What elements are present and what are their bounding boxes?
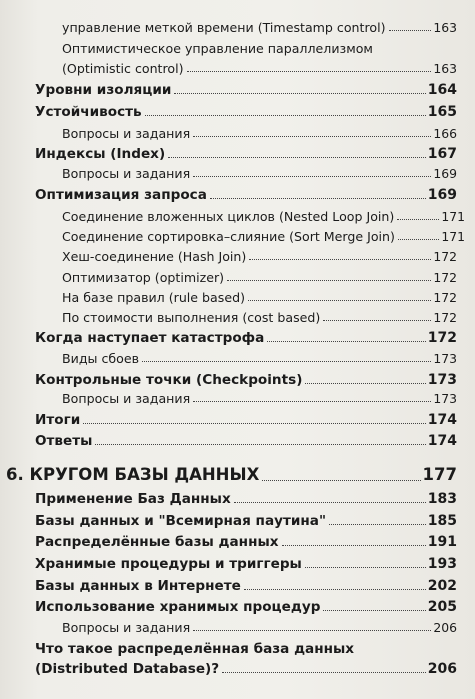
toc-entry-title: Когда наступает катастрофа xyxy=(35,330,265,346)
toc-entry-title: На базе правил (rule based) xyxy=(62,290,245,305)
toc-leader xyxy=(83,423,426,424)
toc-entry-page: 172 xyxy=(433,249,457,264)
toc-entry-page: 206 xyxy=(433,620,457,635)
toc-entry-title: Уровни изоляции xyxy=(35,82,172,98)
toc-entry-page: 191 xyxy=(427,534,457,550)
toc-entry-page: 173 xyxy=(433,391,457,406)
toc-entry-title: Что такое распределённая база данных xyxy=(35,641,355,657)
toc-entry-title: Базы данных в Интернете xyxy=(35,578,241,594)
toc-entry xyxy=(35,371,457,389)
toc-entry xyxy=(62,20,457,36)
toc-entry xyxy=(35,577,457,595)
toc-entry xyxy=(35,329,457,347)
toc-entry xyxy=(62,61,457,77)
toc-leader xyxy=(248,300,431,301)
toc-leader xyxy=(142,361,431,362)
toc-entry xyxy=(62,351,457,367)
toc-leader xyxy=(222,672,426,673)
toc-leader xyxy=(168,157,426,158)
toc-leader xyxy=(398,239,439,240)
toc-entry xyxy=(35,660,457,678)
toc-entry xyxy=(62,620,457,636)
toc-entry-title: Хранимые процедуры и триггеры xyxy=(35,556,302,572)
toc-entry xyxy=(62,249,457,265)
toc-entry xyxy=(35,555,457,573)
toc-leader xyxy=(193,176,431,177)
toc-entry-title: Виды сбоев xyxy=(62,351,140,366)
toc-leader xyxy=(397,219,439,220)
toc-entry-page: 169 xyxy=(433,166,457,181)
toc-entry-title: Вопросы и задания xyxy=(62,620,191,635)
toc-entry xyxy=(62,126,457,142)
toc-entry-page: 172 xyxy=(433,290,457,305)
toc-leader xyxy=(329,524,426,525)
toc-entry-title: Соединение вложенных циклов (Nested Loop Join) xyxy=(62,209,395,224)
toc-leader xyxy=(145,115,426,116)
toc-entry-page: 163 xyxy=(433,61,457,76)
toc-entry xyxy=(62,209,465,225)
toc-entry-title: Устойчивость xyxy=(35,104,142,120)
toc-leader xyxy=(193,136,431,137)
toc-entry-title: Распределённые базы данных xyxy=(35,534,279,550)
toc-entry xyxy=(35,145,457,163)
toc-leader xyxy=(262,480,420,481)
toc-leader xyxy=(234,502,426,503)
toc-entry-page: 185 xyxy=(427,513,457,529)
toc-entry-title: (Optimistic control) xyxy=(62,61,184,76)
chapter-heading xyxy=(6,464,457,486)
toc-entry xyxy=(35,186,457,204)
toc-entry-title: 6. КРУГОМ БАЗЫ ДАННЫХ xyxy=(6,465,260,484)
toc-entry-page: 173 xyxy=(433,351,457,366)
toc-entry-page: 163 xyxy=(433,20,457,35)
toc-entry-page: 205 xyxy=(427,599,457,615)
toc-entry-page: 183 xyxy=(427,491,457,507)
toc-entry xyxy=(62,229,465,245)
toc-entry-page: 171 xyxy=(441,209,465,224)
toc-entry xyxy=(62,391,457,407)
toc-leader xyxy=(249,259,431,260)
toc-entry-page: 173 xyxy=(427,372,457,388)
toc-entry-title: Ответы xyxy=(35,433,93,449)
toc-entry-page: 165 xyxy=(427,104,457,120)
toc-entry-title: По стоимости выполнения (cost based) xyxy=(62,310,321,325)
toc-entry xyxy=(35,103,457,121)
toc-entry xyxy=(35,490,457,508)
toc-entry-title: Вопросы и задания xyxy=(62,391,191,406)
toc-entry-title: Вопросы и задания xyxy=(62,166,191,181)
toc-entry-title: Индексы (Index) xyxy=(35,146,166,162)
toc-leader xyxy=(193,401,431,402)
toc-entry-page: 166 xyxy=(433,126,457,141)
toc-leader xyxy=(244,589,426,590)
toc-entry-page: 164 xyxy=(427,82,457,98)
toc-leader xyxy=(95,444,425,445)
toc-entry xyxy=(62,290,457,306)
toc-entry-page: 172 xyxy=(433,270,457,285)
toc-entry xyxy=(62,310,457,326)
toc-entry-page: 174 xyxy=(427,412,457,428)
toc-entry-title: управление меткой времени (Timestamp control) xyxy=(62,20,386,35)
toc-entry xyxy=(35,512,457,530)
toc-entry-title: Применение Баз Данных xyxy=(35,491,231,507)
toc-entry-page: 174 xyxy=(427,433,457,449)
toc-entry-page: 206 xyxy=(427,661,457,677)
toc-entry xyxy=(62,166,457,182)
toc-entry-page: 167 xyxy=(427,146,457,162)
toc-entry-title: Контрольные точки (Checkpoints) xyxy=(35,372,303,388)
toc-entry-page: 171 xyxy=(441,229,465,244)
toc-leader xyxy=(227,280,431,281)
toc-leader xyxy=(267,341,425,342)
toc-entry-title: Хеш-соединение (Hash Join) xyxy=(62,249,247,264)
toc-leader xyxy=(187,71,432,72)
toc-entry-page: 169 xyxy=(427,187,457,203)
toc-leader xyxy=(210,198,426,199)
toc-entry-page: 177 xyxy=(422,465,457,484)
toc-entry xyxy=(35,533,457,551)
toc-entry-title: Итоги xyxy=(35,412,81,428)
toc-leader xyxy=(305,567,426,568)
toc-leader xyxy=(174,93,425,94)
toc-entry xyxy=(35,432,457,450)
toc-leader xyxy=(323,320,431,321)
toc-leader xyxy=(282,545,426,546)
toc-entry-page: 172 xyxy=(433,310,457,325)
toc-entry-page: 193 xyxy=(427,556,457,572)
toc-entry xyxy=(62,270,457,286)
toc-entry-title: Оптимизация запроса xyxy=(35,187,207,203)
toc-entry xyxy=(35,81,457,99)
toc-leader xyxy=(389,30,432,31)
toc-entry-title: Базы данных и "Всемирная паутина" xyxy=(35,513,327,529)
toc-entry-title: Оптимизатор (optimizer) xyxy=(62,270,225,285)
toc-entry-title: Вопросы и задания xyxy=(62,126,191,141)
toc-entry xyxy=(35,411,457,429)
toc-leader xyxy=(305,383,425,384)
toc-leader xyxy=(323,610,425,611)
toc-entry-title: Использование хранимых процедур xyxy=(35,599,321,615)
toc-entry-page: 172 xyxy=(427,330,457,346)
toc-entry-page: 202 xyxy=(427,578,457,594)
toc-entry-title: Соединение сортировка–слияние (Sort Merge Join) xyxy=(62,229,395,244)
toc-entry xyxy=(35,598,457,616)
toc-entry-title: (Distributed Database)? xyxy=(35,661,220,677)
toc-leader xyxy=(193,630,431,631)
toc-entry-title: Оптимистическое управление параллелизмом xyxy=(62,41,373,56)
